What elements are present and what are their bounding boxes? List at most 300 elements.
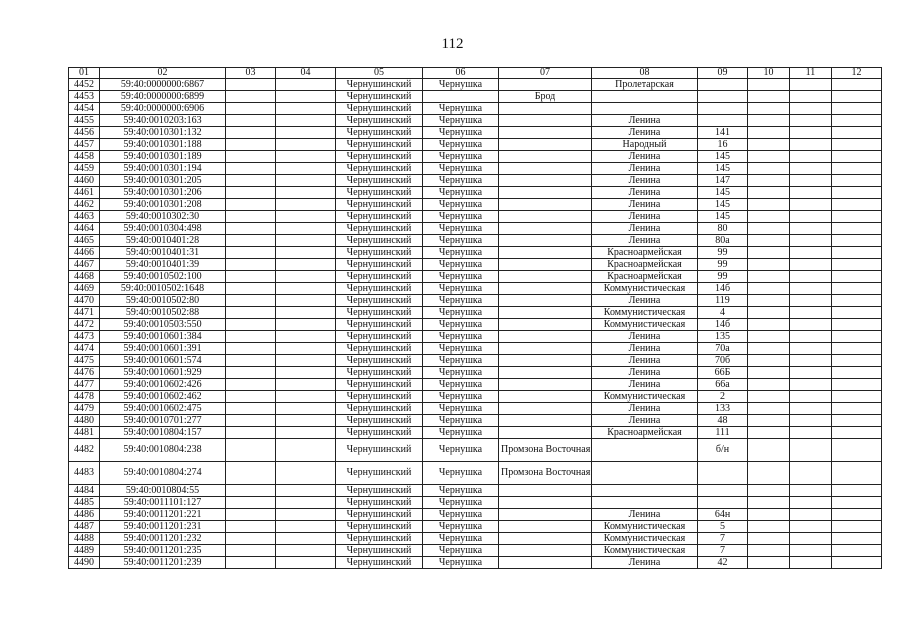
cell-col-11 [790,462,832,485]
cell-col-10 [748,355,790,367]
cell-settlement: Чернушка [423,509,499,521]
cell-settlement: Чернушка [423,497,499,509]
cell-col-12 [832,139,882,151]
cell-locality [499,545,592,557]
table-row [69,187,882,199]
cell-col-03 [226,247,276,259]
cell-house: 2 [698,391,748,403]
cell-col-04 [276,319,336,331]
cell-col-11 [790,247,832,259]
cell-district: Чернушинский [336,462,423,485]
cell-col-11 [790,355,832,367]
cell-street: Коммунистическая [592,533,698,545]
cell-cadastral-number: 59:40:0010301:132 [100,127,226,139]
cell-settlement: Чернушка [423,199,499,211]
cell-col-11 [790,545,832,557]
cell-col-10 [748,403,790,415]
table-row [69,415,882,427]
cell-number: 4471 [69,307,100,319]
cell-settlement: Чернушка [423,79,499,91]
cell-number: 4455 [69,115,100,127]
cell-street: Красноармейская [592,271,698,283]
cell-col-03 [226,115,276,127]
cell-number: 4485 [69,497,100,509]
cell-col-11 [790,79,832,91]
cell-settlement: Чернушка [423,187,499,199]
cell-street: Ленина [592,509,698,521]
cell-col-11 [790,415,832,427]
cell-locality [499,247,592,259]
cell-col-11 [790,211,832,223]
cell-col-03 [226,235,276,247]
cell-number: 4456 [69,127,100,139]
cell-house: 99 [698,271,748,283]
cell-street: Ленина [592,403,698,415]
table-row [69,367,882,379]
table-row [69,497,882,509]
cell-settlement: Чернушка [423,485,499,497]
cell-district: Чернушинский [336,103,423,115]
cell-number: 4473 [69,331,100,343]
cell-col-11 [790,223,832,235]
cell-locality [499,331,592,343]
cell-settlement: Чернушка [423,103,499,115]
cell-district: Чернушинский [336,379,423,391]
cell-locality [499,295,592,307]
table-row [69,545,882,557]
table-row [69,403,882,415]
cell-settlement: Чернушка [423,295,499,307]
table-row [69,199,882,211]
cell-col-11 [790,427,832,439]
cell-col-12 [832,521,882,533]
cell-cadastral-number: 59:40:0010601:574 [100,355,226,367]
cell-col-11 [790,235,832,247]
cell-district: Чернушинский [336,199,423,211]
cell-street: Ленина [592,199,698,211]
table-row [69,103,882,115]
cell-street: Ленина [592,235,698,247]
cell-district: Чернушинский [336,115,423,127]
cell-district: Чернушинский [336,403,423,415]
cell-col-04 [276,485,336,497]
cell-col-04 [276,521,336,533]
column-header-05: 05 [336,68,423,79]
cell-street: Ленина [592,175,698,187]
header-row [69,68,882,79]
cell-col-10 [748,187,790,199]
cell-cadastral-number: 59:40:0000000:6899 [100,91,226,103]
cell-number: 4462 [69,199,100,211]
column-header-01: 01 [69,68,100,79]
table-row [69,247,882,259]
cell-district: Чернушинский [336,247,423,259]
cell-district: Чернушинский [336,485,423,497]
cell-number: 4483 [69,462,100,485]
cell-district: Чернушинский [336,295,423,307]
cell-settlement: Чернушка [423,283,499,295]
cell-number: 4475 [69,355,100,367]
cell-locality [499,521,592,533]
cell-col-04 [276,439,336,462]
cell-col-10 [748,343,790,355]
cell-col-11 [790,115,832,127]
cell-col-04 [276,391,336,403]
cell-number: 4481 [69,427,100,439]
table-row [69,127,882,139]
cell-cadastral-number: 59:40:0010701:277 [100,415,226,427]
cell-district: Чернушинский [336,557,423,569]
cell-col-12 [832,247,882,259]
cell-district: Чернушинский [336,223,423,235]
cell-district: Чернушинский [336,79,423,91]
cell-col-04 [276,557,336,569]
cell-house: 4 [698,307,748,319]
cell-locality [499,235,592,247]
cell-number: 4480 [69,415,100,427]
table-row [69,79,882,91]
table-row [69,175,882,187]
cell-settlement: Чернушка [423,391,499,403]
cell-street: Ленина [592,415,698,427]
column-header-12: 12 [832,68,882,79]
cell-col-03 [226,307,276,319]
cell-col-10 [748,175,790,187]
cell-col-12 [832,103,882,115]
cell-house [698,91,748,103]
cell-house: б/н [698,439,748,462]
cell-locality [499,211,592,223]
cell-street: Пролетарская [592,79,698,91]
cell-col-10 [748,379,790,391]
cell-house: 147 [698,175,748,187]
cell-col-10 [748,115,790,127]
cell-cadastral-number: 59:40:0010301:189 [100,151,226,163]
cell-col-03 [226,427,276,439]
cell-house [698,115,748,127]
cell-col-10 [748,247,790,259]
cell-col-12 [832,343,882,355]
cell-house: 135 [698,331,748,343]
cell-col-11 [790,187,832,199]
cell-col-04 [276,79,336,91]
cell-number: 4453 [69,91,100,103]
cell-street [592,497,698,509]
table-body [69,79,882,569]
cell-number: 4460 [69,175,100,187]
cell-street: Ленина [592,187,698,199]
cell-number: 4461 [69,187,100,199]
table-row [69,259,882,271]
cell-col-11 [790,509,832,521]
cell-col-04 [276,367,336,379]
cell-locality [499,259,592,271]
cell-col-04 [276,163,336,175]
cell-col-11 [790,497,832,509]
cell-col-12 [832,235,882,247]
cell-col-04 [276,91,336,103]
cell-col-11 [790,151,832,163]
cell-settlement: Чернушка [423,247,499,259]
cell-col-11 [790,439,832,462]
table-row [69,462,882,485]
cell-col-04 [276,283,336,295]
cell-street [592,462,698,485]
cell-settlement: Чернушка [423,415,499,427]
cell-locality [499,427,592,439]
cell-cadastral-number: 59:40:0010401:31 [100,247,226,259]
cell-col-10 [748,295,790,307]
cell-number: 4467 [69,259,100,271]
cell-locality [499,415,592,427]
cell-district: Чернушинский [336,439,423,462]
cell-locality [499,187,592,199]
cell-cadastral-number: 59:40:0011201:235 [100,545,226,557]
cell-col-12 [832,545,882,557]
register-table [68,67,882,569]
cell-col-03 [226,259,276,271]
table-row [69,379,882,391]
cell-col-04 [276,187,336,199]
cell-locality [499,151,592,163]
cell-col-03 [226,391,276,403]
cell-locality: Промзона Восточная [499,439,592,462]
cell-col-03 [226,127,276,139]
cell-col-10 [748,427,790,439]
cell-col-10 [748,199,790,211]
cell-locality [499,533,592,545]
cell-col-03 [226,485,276,497]
cell-street: Ленина [592,379,698,391]
cell-settlement: Чернушка [423,139,499,151]
cell-col-10 [748,163,790,175]
cell-cadastral-number: 59:40:0010301:208 [100,199,226,211]
cell-col-12 [832,485,882,497]
cell-house: 7 [698,533,748,545]
cell-house: 111 [698,427,748,439]
cell-col-10 [748,462,790,485]
cell-cadastral-number: 59:40:0010601:384 [100,331,226,343]
cell-district: Чернушинский [336,427,423,439]
cell-number: 4490 [69,557,100,569]
cell-col-04 [276,462,336,485]
cell-street: Ленина [592,127,698,139]
cell-street: Ленина [592,343,698,355]
cell-house: 145 [698,151,748,163]
cell-col-10 [748,151,790,163]
cell-cadastral-number: 59:40:0010502:88 [100,307,226,319]
cell-locality [499,485,592,497]
cell-locality [499,115,592,127]
cell-col-10 [748,319,790,331]
cell-locality [499,391,592,403]
cell-district: Чернушинский [336,343,423,355]
table-row [69,485,882,497]
cell-house: 70б [698,355,748,367]
cell-settlement: Чернушка [423,343,499,355]
cell-col-03 [226,557,276,569]
cell-col-04 [276,533,336,545]
cell-street: Коммунистическая [592,545,698,557]
cell-house [698,79,748,91]
cell-col-12 [832,462,882,485]
cell-locality [499,343,592,355]
cell-house: 42 [698,557,748,569]
cell-col-04 [276,247,336,259]
cell-number: 4454 [69,103,100,115]
cell-locality [499,175,592,187]
cell-district: Чернушинский [336,91,423,103]
cell-col-12 [832,439,882,462]
cell-house [698,462,748,485]
cell-col-11 [790,175,832,187]
cell-street: Народный [592,139,698,151]
table-row [69,439,882,462]
cell-house: 48 [698,415,748,427]
cell-district: Чернушинский [336,415,423,427]
cell-street: Ленина [592,557,698,569]
cell-cadastral-number: 59:40:0010401:39 [100,259,226,271]
cell-col-11 [790,391,832,403]
cell-number: 4458 [69,151,100,163]
cell-cadastral-number: 59:40:0010602:426 [100,379,226,391]
cell-street: Коммунистическая [592,391,698,403]
cell-house: 145 [698,187,748,199]
cell-house: 119 [698,295,748,307]
cell-col-10 [748,545,790,557]
cell-col-03 [226,319,276,331]
cell-col-12 [832,557,882,569]
cell-number: 4468 [69,271,100,283]
cell-col-04 [276,199,336,211]
cell-col-11 [790,127,832,139]
cell-street: Ленина [592,163,698,175]
cell-locality [499,497,592,509]
cell-number: 4464 [69,223,100,235]
table-row [69,295,882,307]
cell-col-04 [276,331,336,343]
cell-col-12 [832,115,882,127]
cell-col-10 [748,259,790,271]
cell-col-11 [790,533,832,545]
cell-col-10 [748,127,790,139]
cell-col-11 [790,307,832,319]
cell-locality [499,379,592,391]
cell-street: Красноармейская [592,427,698,439]
cell-cadastral-number: 59:40:0010301:188 [100,139,226,151]
cell-col-10 [748,415,790,427]
cell-settlement: Чернушка [423,367,499,379]
cell-col-12 [832,127,882,139]
cell-district: Чернушинский [336,545,423,557]
cell-settlement: Чернушка [423,175,499,187]
cell-cadastral-number: 59:40:0010804:55 [100,485,226,497]
cell-street: Ленина [592,115,698,127]
cell-locality [499,509,592,521]
cell-col-12 [832,379,882,391]
cell-number: 4486 [69,509,100,521]
cell-number: 4488 [69,533,100,545]
cell-col-04 [276,379,336,391]
cell-street: Ленина [592,331,698,343]
cell-col-03 [226,163,276,175]
cell-settlement: Чернушка [423,533,499,545]
cell-col-04 [276,509,336,521]
cell-street: Ленина [592,367,698,379]
cell-number: 4452 [69,79,100,91]
cell-col-12 [832,427,882,439]
cell-settlement: Чернушка [423,211,499,223]
cell-col-10 [748,497,790,509]
cell-street: Коммунистическая [592,319,698,331]
cell-locality: Промзона Восточная [499,462,592,485]
cell-col-03 [226,439,276,462]
cell-col-04 [276,235,336,247]
cell-settlement: Чернушка [423,235,499,247]
cell-locality [499,271,592,283]
cell-number: 4487 [69,521,100,533]
cell-col-11 [790,403,832,415]
cell-col-03 [226,462,276,485]
cell-number: 4472 [69,319,100,331]
cell-col-03 [226,199,276,211]
cell-locality [499,367,592,379]
table-row [69,533,882,545]
cell-house: 145 [698,211,748,223]
cell-street [592,91,698,103]
cell-col-12 [832,223,882,235]
cell-house: 64н [698,509,748,521]
cell-col-12 [832,79,882,91]
cell-cadastral-number: 59:40:0010804:238 [100,439,226,462]
cell-number: 4478 [69,391,100,403]
cell-col-03 [226,187,276,199]
cell-col-12 [832,497,882,509]
table-row [69,509,882,521]
cell-col-11 [790,259,832,271]
cell-cadastral-number: 59:40:0010502:1648 [100,283,226,295]
cell-district: Чернушинский [336,139,423,151]
cell-cadastral-number: 59:40:0010602:475 [100,403,226,415]
cell-settlement: Чернушка [423,427,499,439]
cell-locality [499,319,592,331]
cell-settlement: Чернушка [423,259,499,271]
cell-district: Чернушинский [336,151,423,163]
cell-number: 4479 [69,403,100,415]
cell-cadastral-number: 59:40:0010602:462 [100,391,226,403]
cell-district: Чернушинский [336,211,423,223]
table-row [69,319,882,331]
cell-cadastral-number: 59:40:0011201:231 [100,521,226,533]
table-row [69,355,882,367]
cell-settlement: Чернушка [423,462,499,485]
cell-cadastral-number: 59:40:0010203:163 [100,115,226,127]
cell-col-03 [226,521,276,533]
cell-col-12 [832,175,882,187]
cell-settlement: Чернушка [423,127,499,139]
cell-street [592,485,698,497]
cell-col-11 [790,557,832,569]
cell-house: 70а [698,343,748,355]
cell-col-12 [832,259,882,271]
cell-number: 4463 [69,211,100,223]
cell-cadastral-number: 59:40:0000000:6867 [100,79,226,91]
cell-col-12 [832,415,882,427]
cell-settlement [423,91,499,103]
cell-number: 4457 [69,139,100,151]
table-row [69,115,882,127]
cell-house: 145 [698,199,748,211]
